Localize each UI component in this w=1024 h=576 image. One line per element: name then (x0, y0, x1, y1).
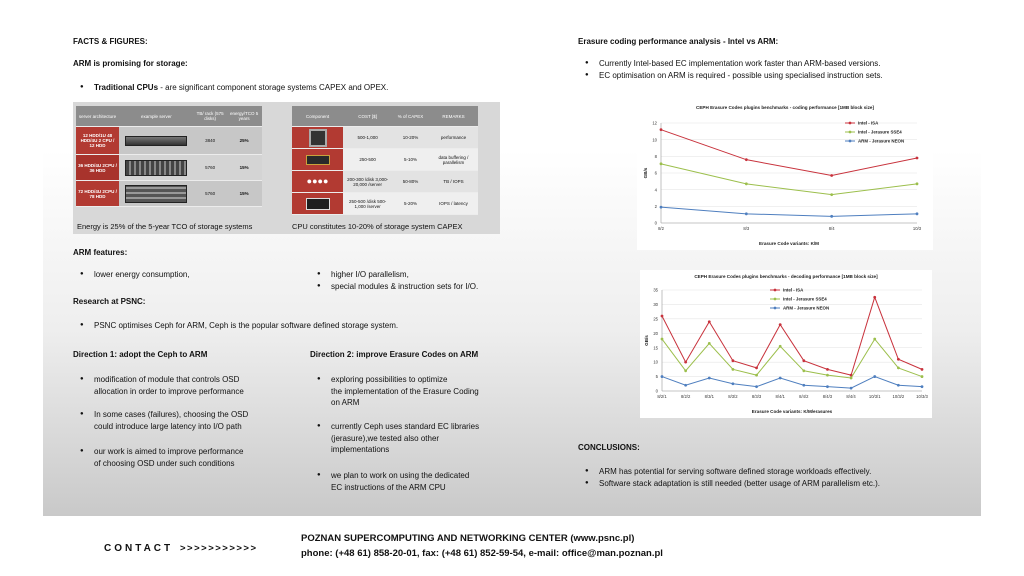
ec-analysis-item: ● EC optimisation on ARM is required - possible using specialised instruction sets. (599, 70, 883, 82)
data-point (850, 387, 853, 390)
direction2-item (331, 374, 479, 409)
table2-cost-cell: 250-500 (343, 149, 392, 171)
data-point (779, 345, 782, 348)
y-tick-label: 20 (653, 330, 658, 336)
data-point (897, 367, 900, 370)
legend-label: ARM - Jerasure NEON (858, 138, 905, 144)
table-row (76, 155, 262, 181)
arm-promising-title: ARM is promising for storage: (73, 59, 188, 68)
conclusion-item: ● ARM has potential for serving software defined storage workloads effectively. (599, 466, 871, 478)
data-point (708, 377, 711, 380)
table1-header-tb: TB/ rack (575 disks) (194, 106, 226, 127)
data-point (897, 358, 900, 361)
series-line (661, 130, 917, 176)
data-point (916, 212, 919, 215)
x-tick-label: 8/3/3 (751, 394, 762, 399)
table1-caption: Energy is 25% of the 5-year TCO of storage systems (77, 222, 253, 231)
table1-tb-cell: 3840 (194, 127, 226, 155)
table2-remarks-cell: IOPS / latency (429, 193, 478, 215)
legend-label: Intel - ISA (783, 287, 804, 293)
server-architecture-table (76, 106, 262, 207)
data-point (916, 182, 919, 185)
x-tick-label: 8/4 (828, 226, 835, 231)
data-point (779, 323, 782, 326)
x-axis-label: Erasure Code variants: K/M/erasures (751, 409, 833, 414)
table-row (292, 127, 478, 149)
legend-marker (849, 122, 852, 125)
data-point (661, 338, 664, 341)
disk-image: ●●●● (292, 171, 343, 193)
direction1-item (94, 374, 244, 397)
line: EC instructions of the ARM CPU (331, 482, 446, 492)
x-tick-label: 8/3/2 (728, 394, 738, 399)
table2-caption: CPU constitutes 10-20% of storage system CAPEX (292, 222, 463, 231)
direction2-item (331, 421, 479, 456)
feature-item: ● special modules & instruction sets for I/O. (331, 281, 478, 293)
y-tick-label: 10 (653, 359, 658, 365)
data-point (684, 369, 687, 372)
ssd-image (292, 193, 343, 215)
line: allocation in order to improve performance (94, 386, 244, 396)
table-row (292, 193, 478, 215)
table2-pct-cell: 50-80% (392, 171, 429, 193)
line: could introduce large latency into I/O path (94, 421, 242, 431)
y-axis-label: GB/s (644, 335, 649, 346)
data-point (708, 320, 711, 323)
x-tick-label: 10/3/1 (868, 394, 881, 399)
feature-item: ● lower energy consumption, (94, 269, 190, 281)
table2-header-remarks: REMARKS (429, 106, 478, 127)
legend-label: Intel - ISA (858, 120, 879, 126)
data-point (755, 374, 758, 377)
line: implementations (331, 445, 390, 454)
legend-marker (849, 131, 852, 134)
contact-details: phone: (+48 61) 858-20-01, fax: (+48 61) 852-59-54, e-mail: office@man.poznan.pl (301, 548, 663, 559)
table-row (76, 127, 262, 155)
data-point (684, 384, 687, 387)
table2-remarks-cell: TB / IOPS (429, 171, 478, 193)
table1-tco-cell: 25% (226, 127, 262, 155)
server-image (119, 127, 194, 155)
x-tick-label: 8/3/1 (704, 394, 714, 399)
data-point (661, 315, 664, 318)
data-point (745, 182, 748, 185)
line: the implementation of the Erasure Coding (331, 386, 479, 396)
direction1-item (94, 409, 248, 432)
data-point (873, 375, 876, 378)
direction1-item (94, 446, 243, 469)
memory-image (292, 149, 343, 171)
data-point (745, 158, 748, 161)
table2-cost-cell: 250-500 /disk 500-1,000 /server (343, 193, 392, 215)
data-point (732, 382, 735, 385)
data-point (660, 206, 663, 209)
research-item: ● PSNC optimises Ceph for ARM, Ceph is the popular software defined storage system. (94, 320, 398, 332)
cpu-chip-image (292, 127, 343, 149)
series-line (661, 207, 917, 216)
table1-header-arch: server architecture (76, 106, 119, 127)
y-tick-label: 6 (654, 170, 657, 176)
data-point (921, 368, 924, 371)
y-tick-label: 2 (654, 203, 657, 209)
table1-arch-cell: 36 HDD/4U 2CPU / 36 HDD (76, 155, 119, 181)
table1-header-example: example server (119, 106, 194, 127)
decoding-performance-chart (640, 270, 932, 418)
line: (jerasure),we tested also other (331, 433, 440, 443)
x-tick-label: 10/3 (912, 226, 922, 231)
traditional-cpus-label: Traditional CPUs (94, 83, 159, 92)
y-tick-label: 0 (654, 220, 657, 226)
x-tick-label: 8/2/2 (680, 394, 691, 399)
table2-pct-cell: 10-20% (392, 127, 429, 149)
y-tick-label: 12 (652, 120, 657, 126)
line: ● our work is aimed to improve performance (94, 447, 244, 456)
data-point (916, 157, 919, 160)
table1-tb-cell: 5760 (194, 155, 226, 181)
table1-arch-cell: 72 HDD/4U 2CPU / 78 HDD (76, 181, 119, 207)
y-tick-label: 0 (655, 388, 658, 394)
data-point (802, 369, 805, 372)
ec-analysis-item: ● Currently Intel-based EC implementation work faster than ARM-based versions. (599, 58, 880, 70)
cpu-cost-table (292, 106, 478, 215)
legend-label: Intel - Jerasure SSE4 (783, 296, 827, 302)
contact-arrows: >>>>>>>>>>> (180, 543, 258, 554)
y-tick-label: 30 (653, 302, 658, 308)
line: ● modification of module that controls OSD (94, 375, 240, 384)
legend-marker (849, 140, 852, 143)
data-point (921, 385, 924, 388)
conclusion-item: ● Software stack adaptation is still needed (better usage of ARM parallelism etc.). (599, 478, 880, 490)
data-point (873, 296, 876, 299)
line: ● we plan to work on using the dedicated (331, 471, 470, 480)
ec-analysis-title: Erasure coding performance analysis - Intel vs ARM: (578, 37, 779, 46)
x-tick-label: 8/4/1 (775, 394, 785, 399)
conclusions-title: CONCLUSIONS: (578, 443, 640, 452)
legend-marker (774, 289, 777, 292)
y-tick-label: 25 (653, 316, 658, 322)
chart-title: CEPH Erasure Codes plugins benchmarks - decoding performance [1MB block size] (694, 274, 878, 279)
x-tick-label: 8/4/4 (846, 394, 856, 399)
table1-tco-cell: 15% (226, 155, 262, 181)
y-tick-label: 5 (655, 374, 658, 380)
direction2-item (331, 470, 469, 493)
data-point (708, 342, 711, 345)
table1-header-tco: energy/TCO 5 years (226, 106, 262, 127)
y-tick-label: 35 (653, 287, 658, 293)
x-tick-label: 8/4/2 (799, 394, 809, 399)
data-point (830, 215, 833, 218)
direction1-title: Direction 1: adopt the Ceph to ARM (73, 350, 208, 359)
y-tick-label: 15 (653, 345, 658, 351)
series-line (661, 164, 917, 195)
traditional-cpus-item (94, 82, 388, 94)
data-point (661, 375, 664, 378)
org-name: POZNAN SUPERCOMPUTING AND NETWORKING CENTER (www.psnc.pl) (301, 533, 635, 544)
y-tick-label: 8 (654, 153, 657, 159)
coding-performance-chart (637, 101, 933, 250)
data-point (921, 375, 924, 378)
table2-header-pct: % of CAPEX (392, 106, 429, 127)
table2-remarks-cell: performance (429, 127, 478, 149)
data-point (745, 212, 748, 215)
x-tick-label: 8/2 (658, 226, 664, 231)
direction2-title: Direction 2: improve Erasure Codes on ARM (310, 350, 479, 359)
data-point (802, 384, 805, 387)
line: on ARM (331, 398, 360, 407)
data-point (660, 162, 663, 165)
coding-chart-panel (637, 101, 933, 250)
y-tick-label: 4 (654, 187, 657, 193)
table-row (292, 171, 478, 193)
data-point (826, 368, 829, 371)
x-tick-label: 8/2/1 (657, 394, 667, 399)
data-point (802, 359, 805, 362)
legend-marker (774, 298, 777, 301)
contact-label: CONTACT (104, 543, 174, 554)
table2-header-cost: COST [$] (343, 106, 392, 127)
table-row (292, 149, 478, 171)
legend-marker (774, 307, 777, 310)
traditional-cpus-text: - are significant component storage systems CAPEX and OPEX. (158, 83, 389, 92)
arm-features-title: ARM features: (73, 248, 128, 257)
x-axis-label: Erasure Code variants: K/M (759, 241, 819, 246)
server-image (119, 155, 194, 181)
x-tick-label: 10/3/2 (892, 394, 905, 399)
data-point (826, 385, 829, 388)
line: ● In some cases (failures), choosing the OSD (94, 410, 249, 419)
data-point (850, 377, 853, 380)
series-line (662, 339, 922, 378)
line: ● exploring possibilities to optimize (331, 375, 448, 384)
table2-cost-cell: 500-1,000 (343, 127, 392, 149)
feature-item: ● higher I/O parallelism, (331, 269, 409, 281)
legend-label: ARM - Jerasure NEON (783, 305, 830, 311)
data-point (826, 374, 829, 377)
data-point (755, 367, 758, 370)
table2-cost-cell: 200-300 /disk 3,000-20,000 /server (343, 171, 392, 193)
decoding-chart-panel (640, 270, 932, 418)
table2-pct-cell: 5-10% (392, 149, 429, 171)
x-tick-label: 8/4/3 (822, 394, 833, 399)
table-row (76, 181, 262, 207)
data-point (732, 359, 735, 362)
table2-header-component: Component (292, 106, 343, 127)
table1-tco-cell: 15% (226, 181, 262, 207)
line: ● currently Ceph uses standard EC libraries (331, 422, 480, 431)
data-point (732, 368, 735, 371)
table1-tb-cell: 5760 (194, 181, 226, 207)
data-point (830, 193, 833, 196)
data-point (755, 385, 758, 388)
legend-label: Intel - Jerasure SSE4 (858, 129, 902, 135)
chart-title: CEPH Erasure Codes plugins benchmarks - coding performance [1MB block size] (696, 105, 874, 110)
research-title: Research at PSNC: (73, 297, 146, 306)
data-point (873, 338, 876, 341)
table1-arch-cell: 12 HDD/1U 48 HDD/4U 2 CPU / 12 HDD (76, 127, 119, 155)
facts-title: FACTS & FIGURES: (73, 37, 148, 46)
table2-remarks-cell: data buffering / parallelism (429, 149, 478, 171)
data-point (660, 128, 663, 131)
y-tick-label: 10 (652, 137, 657, 143)
table2-pct-cell: 5-20% (392, 193, 429, 215)
data-point (830, 174, 833, 177)
series-line (662, 377, 922, 389)
server-image (119, 181, 194, 207)
data-point (897, 384, 900, 387)
y-axis-label: GB/s (643, 167, 648, 179)
data-point (684, 361, 687, 364)
data-point (779, 377, 782, 380)
x-tick-label: 10/3/3 (916, 394, 928, 399)
line: of choosing OSD under such conditions (94, 458, 235, 468)
x-tick-label: 8/3 (743, 226, 750, 231)
